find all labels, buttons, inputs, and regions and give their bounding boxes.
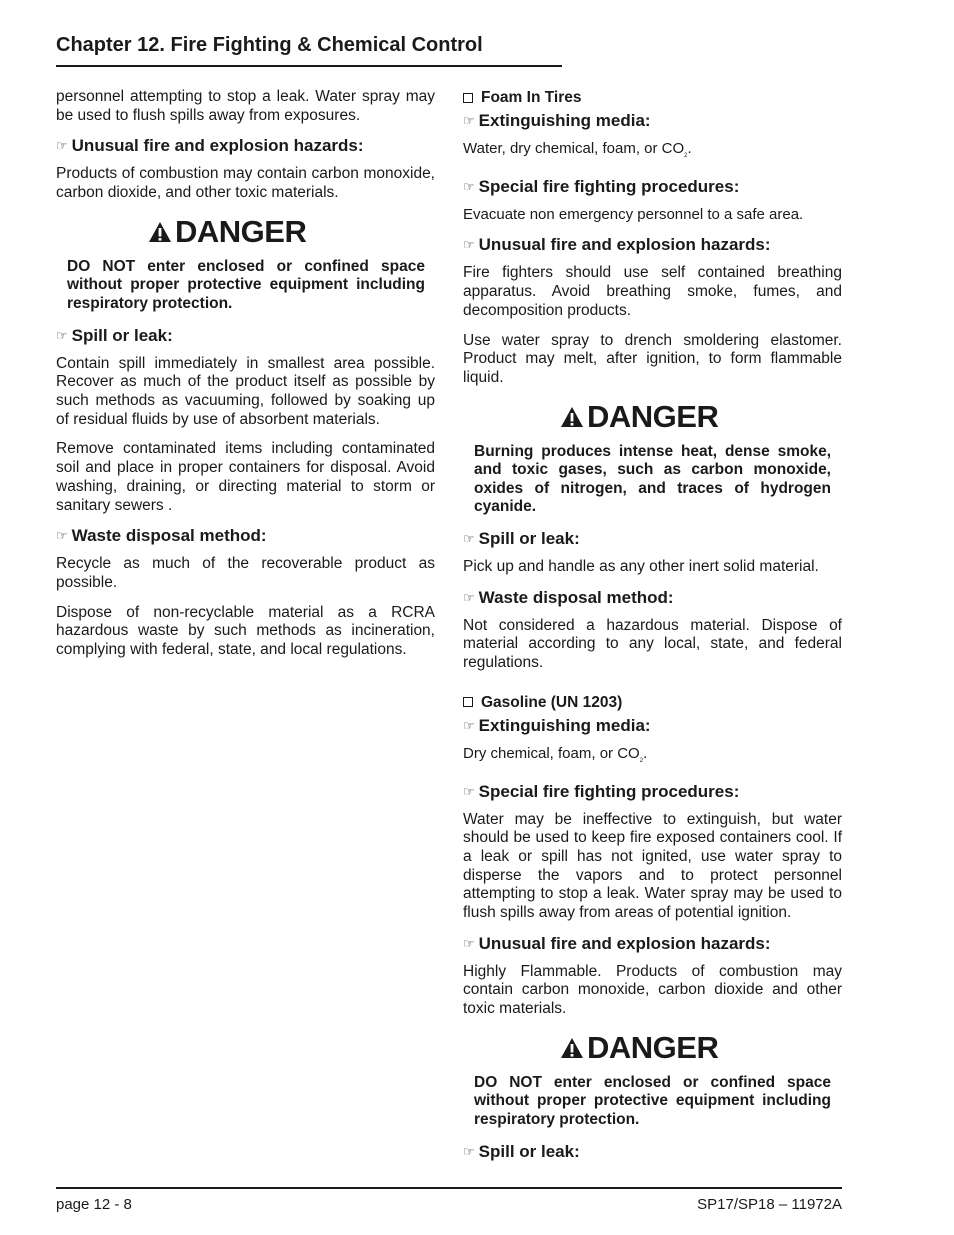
pointing-hand-icon: ☞ <box>463 717 475 733</box>
pointing-hand-icon: ☞ <box>463 589 475 605</box>
danger-text: DO NOT enter enclosed or confined space without proper protective equipment including respiratory protection. <box>67 257 425 312</box>
spill-leak-text: Pick up and handle as any other inert solid material. <box>463 558 819 575</box>
danger-heading: DANGER <box>463 1030 842 1066</box>
unusual-hazards-heading: ☞ Unusual fire and explosion hazards: <box>463 235 771 255</box>
pointing-hand-icon: ☞ <box>56 528 68 544</box>
intro-paragraph: personnel attempting to stop a leak. Water spray may be used to flush spills away from exposures. <box>56 88 435 124</box>
pointing-hand-icon: ☞ <box>463 113 475 128</box>
checkbox-icon <box>463 93 473 103</box>
pointing-hand-icon: ☞ <box>56 138 68 154</box>
warning-triangle-icon <box>148 220 172 244</box>
right-column <box>463 88 842 1171</box>
document-id: SP17/SP18 – 11972A <box>697 1196 842 1213</box>
pointing-hand-icon: ☞ <box>56 327 68 343</box>
pointing-hand-icon: ☞ <box>463 531 475 546</box>
special-procedures-heading: ☞ Special fire fighting procedures: <box>463 781 740 801</box>
warning-triangle-icon <box>560 1036 584 1060</box>
unusual-hazards-heading: ☞ Unusual fire and explosion hazards: <box>56 136 364 156</box>
unusual-hazards-text: Highly Flammable. Products of combustion may contain carbon monoxide, carbon dioxide and other toxic materials. <box>463 962 842 1018</box>
danger-text: Burning produces intense heat, dense smoke, and toxic gases, such as carbon monoxide, oxides of nitrogen, and traces of hydrogen cyanide. <box>474 442 831 516</box>
unusual-hazards-text: Use water spray to drench smoldering elastomer. Product may melt, after ignition, to form flammable liquid. <box>463 331 842 386</box>
pointing-hand-icon: ☞ <box>463 783 475 799</box>
spill-leak-text: Remove contaminated items including contaminated soil and place in proper containers for disposal. Avoid washing, draining, or directing material to storm or sanitary sewers . <box>56 440 435 514</box>
chapter-title: Chapter 12. Fire Fighting & Chemical Control <box>56 34 483 56</box>
extinguishing-media-heading: ☞ Extinguishing media: <box>463 111 651 130</box>
page-number: page 12 - 8 <box>56 1196 132 1213</box>
pointing-hand-icon: ☞ <box>463 178 475 194</box>
spill-leak-text: Contain spill immediately in smallest area possible. Recover as much of the product itself as possible by such methods as vacuuming, followed by soaking up of residual fluids by use of absorbent materials. <box>56 354 435 428</box>
special-procedures-text: Water may be ineffective to extinguish, but water should be used to keep fire exposed containers cool. If a leak or spill has not ignited, use water spray to disperse the vapors and to protect personnel attempting to stop a leak. Water spray may be used to flush spills away from areas of potential ignition. <box>463 810 842 922</box>
waste-disposal-heading: ☞ Waste disposal method: <box>463 587 674 607</box>
special-procedures-heading: ☞ Special fire fighting procedures: <box>463 176 740 196</box>
gasoline-title: Gasoline (UN 1203) <box>463 693 842 712</box>
danger-heading: DANGER <box>56 214 435 250</box>
extinguishing-media-heading: ☞ Extinguishing media: <box>463 715 651 735</box>
pointing-hand-icon: ☞ <box>463 1143 475 1159</box>
extinguishing-media-text: Dry chemical, foam, or $CO_2$. <box>463 744 648 764</box>
spill-leak-heading: ☞ Spill or leak: <box>463 529 580 548</box>
footer-rule <box>56 1187 842 1189</box>
unusual-hazards-text: Fire fighters should use self contained breathing apparatus. Avoid breathing smoke, fumes, and decomposition products. <box>463 264 842 319</box>
danger-heading: DANGER <box>463 399 842 435</box>
foam-in-tires-title: Foam In Tires <box>463 88 842 107</box>
unusual-hazards-text: Products of combustion may contain carbon monoxide, carbon dioxide, and other toxic materials. <box>56 165 435 202</box>
extinguishing-media-text: Water, dry chemical, foam, or $CO_2$. <box>463 140 692 159</box>
waste-disposal-text: Dispose of non-recyclable material as a RCRA hazardous waste by such methods as incineration, complying with federal, state, and local regulations. <box>56 603 435 659</box>
waste-disposal-text: Recycle as much of the recoverable product as possible. <box>56 555 435 591</box>
pointing-hand-icon: ☞ <box>463 237 475 253</box>
left-column <box>56 88 435 671</box>
warning-triangle-icon <box>560 405 584 429</box>
spill-leak-heading: ☞ Spill or leak: <box>463 1141 580 1161</box>
special-procedures-text: Evacuate non emergency personnel to a safe area. <box>463 205 804 223</box>
danger-text: DO NOT enter enclosed or confined space without proper protective equipment including respiratory protection. <box>474 1073 831 1129</box>
header-rule <box>56 65 562 67</box>
pointing-hand-icon: ☞ <box>463 935 475 951</box>
unusual-hazards-heading: ☞ Unusual fire and explosion hazards: <box>463 933 771 953</box>
checkbox-icon <box>463 697 473 707</box>
spill-leak-heading: ☞ Spill or leak: <box>56 325 173 345</box>
waste-disposal-text: Not considered a hazardous material. Dispose of material according to any local, state, and federal regulations. <box>463 616 842 672</box>
waste-disposal-heading: ☞ Waste disposal method: <box>56 526 267 546</box>
